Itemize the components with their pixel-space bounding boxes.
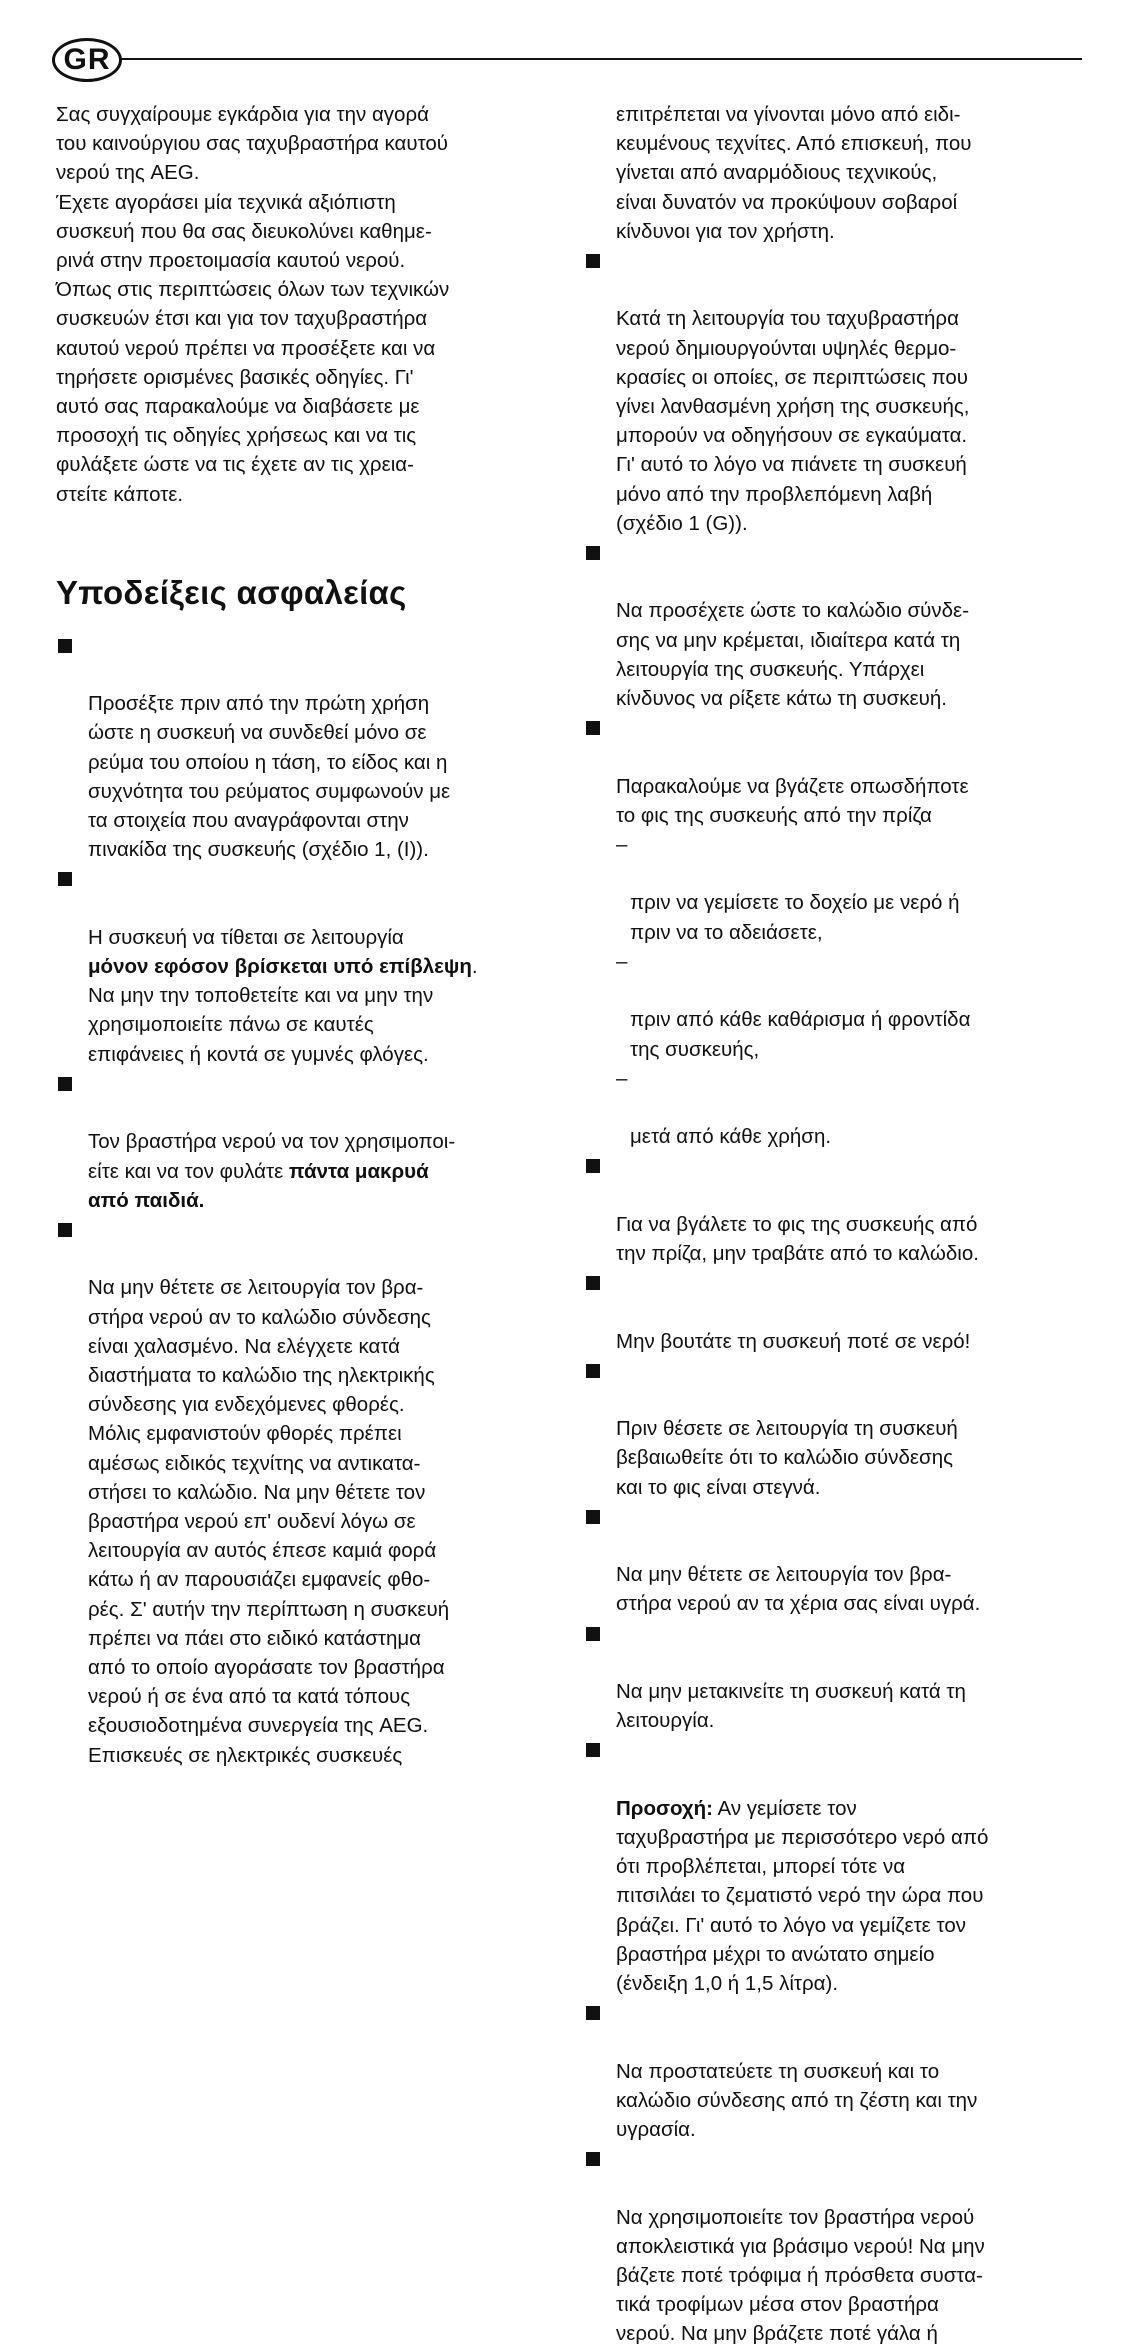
dash-icon: – (616, 833, 628, 857)
safety-item-text: Να χρησιμοποιείτε τον βραστήρα νερού αποκλειστικά για βράσιμο νερού! Να μην βάζετε ποτέ τρόφιμα ή πρόσθετα συστα- τικά τροφίμων μέσα στον βραστήρα νερού. Να μην βράζετε ποτέ γάλα ή (616, 2205, 985, 2346)
bullet-square-icon (586, 1627, 600, 1641)
country-badge: GR (52, 38, 122, 82)
dash-icon: – (616, 949, 628, 973)
sub-item (584, 1064, 1084, 1152)
safety-item (584, 1998, 1084, 2144)
left-column (56, 100, 546, 1770)
safety-item (584, 538, 1084, 713)
bullet-square-icon (586, 1364, 600, 1378)
safety-item-text: Αν γεμίσετε τον ταχυβραστήρα με περισσότερο νερό από ότι προβλέπεται, μπορεί τότε να πιτσιλάει το ζεματιστό νερό την ώρα που βράζει. Γι' αυτό το λόγο να γεμίζετε τον βραστήρα μέχρι το ανώτατο σημείο (ένδειξη 1,0 ή 1,5 λίτρα). (616, 1796, 989, 1995)
safety-item-text: Να προστατεύετε τη συσκευή και το καλώδιο σύνδεσης από τη ζέστη και την υγρασία. (616, 2059, 978, 2142)
safety-item-text: Τον βραστήρα νερού να τον χρησιμοποι- είτε και να τον φυλάτε (88, 1130, 456, 1183)
safety-item-text: Να μην θέτετε σε λειτουργία τον βρα- στήρα νερού αν το καλώδιο σύνδεσης είναι χαλασμένο. Να ελέγχετε κατά διαστήματα το καλώδιο της ηλεκτρικής σύνδεσης για ενδεχόμενες φθορές. Μόλις εμφανιστούν φθορές πρέπει αμέσως ειδικός τεχνίτης να αντικατα- στήσει το καλώδιο. Να μην θέτετε τον βραστήρα νερού επ' ουδενί λόγω σε λειτουργία αν αυτός έπεσε καμιά φορά κάτω ή αν παρουσιάζει εμφανείς φθο- ρές. Σ' αυτήν την περίπτωση η συσκευή πρέπει να πάει στο ειδικό κατάστημα από το οποίο αγοράσατε τον βραστήρα νερού ή σε ένα από τα κατά τόπους εξουσιοδοτημένα συνεργεία της AEG. Επισκευές σε ηλεκτρικές συσκευές (88, 1276, 450, 1767)
safety-item (584, 1619, 1084, 1736)
safety-item-text: Να προσέχετε ώστε το καλώδιο σύνδε- σης να μην κρέμεται, ιδιαίτερα κατά τη λειτουργία της συσκευής. Υπάρχει κίνδυνος να ρίξετε κάτω τη συσκευή. (616, 599, 970, 711)
safety-item-text: Παρακαλούμε να βγάζετε οπωσδήποτε το φις της συσκευής από την πρίζα (616, 774, 969, 827)
bullet-square-icon (586, 1743, 600, 1757)
section-heading: Υποδείξεις ασφαλείας (56, 573, 407, 611)
safety-item (56, 1215, 546, 1770)
safety-item (584, 1735, 1084, 1998)
safety-item (584, 1268, 1084, 1356)
bullet-square-icon (58, 1223, 72, 1237)
intro-paragraph: Σας συγχαίρουμε εγκάρδια για την αγορά του καινούργιου σας ταχυβραστήρα καυτού νερού της AEG. (56, 103, 449, 185)
safety-item (584, 1356, 1084, 1502)
header-rule (118, 58, 1082, 60)
bullet-square-icon (586, 2152, 600, 2166)
sub-item (584, 947, 1084, 1064)
bullet-square-icon (586, 2006, 600, 2020)
sub-item-text: πριν να γεμίσετε το δοχείο με νερό ή πριν να το αδειάσετε, (630, 891, 960, 944)
safety-item (584, 713, 1084, 830)
safety-item (584, 246, 1084, 538)
bullet-square-icon (58, 1077, 72, 1091)
safety-item (56, 1069, 546, 1215)
bullet-square-icon (586, 1276, 600, 1290)
continuation-text: επιτρέπεται να γίνονται μόνο από ειδι- κευμένους τεχνίτες. Από επισκευή, που γίνεται από αναρμόδιους τεχνικούς, είναι δυνατόν να προκύψουν σοβαροί κίνδυνοι για τον χρήστη. (616, 103, 972, 243)
sub-item-text: πριν από κάθε καθάρισμα ή φροντίδα της συσκευής, (630, 1008, 971, 1061)
safety-item-text: Κατά τη λειτουργία του ταχυβραστήρα νερού δημιουργούνται υψηλές θερμο- κρασίες οι οποίες, σε περιπτώσεις που γίνει λανθασμένη χρήση της συσκευής, μπορούν να οδηγήσουν σε εγκαύματα. Γι' αυτό το λόγο να πιάνετε τη συσκευή μόνο από την προβλεπόμενη λαβή (σχέδιο 1 (G)). (616, 307, 970, 535)
bullet-square-icon (586, 1159, 600, 1173)
bullet-square-icon (58, 639, 72, 653)
safety-item-emphasis: πάντα μακρυά από παιδιά. (88, 1159, 429, 1212)
dash-icon: – (616, 1066, 628, 1090)
bullet-square-icon (586, 546, 600, 560)
safety-item-emphasis: Προσοχή: (616, 1796, 713, 1820)
safety-item (584, 1151, 1084, 1268)
safety-item-text: Να μην θέτετε σε λειτουργία τον βρα- στήρα νερού αν τα χέρια σας είναι υγρά. (616, 1563, 981, 1616)
safety-item-text: Προσέξτε πριν από την πρώτη χρήση ώστε η συσκευή να συνδεθεί μόνο σε ρεύμα του οποίου η τάση, το είδος και η συχνότητα του ρεύματος συμφωνούν με τα στοιχεία που αναγράφονται στην πινακίδα της συσκευής (σχέδιο 1, (I)). (88, 692, 451, 862)
bullet-square-icon (58, 872, 72, 886)
bullet-square-icon (586, 254, 600, 268)
sub-item-text: μετά από κάθε χρήση. (630, 1125, 832, 1149)
safety-item (584, 2144, 1084, 2348)
safety-item-text: Να μην μετακινείτε τη συσκευή κατά τη λειτουργία. (616, 1679, 966, 1733)
bullet-square-icon (586, 1510, 600, 1524)
safety-item-text: Η συσκευή να τίθεται σε λειτουργία (88, 925, 404, 949)
safety-item (56, 864, 546, 1068)
safety-item-text: Μην βουτάτε τη συσκευή ποτέ σε νερό! (616, 1329, 971, 1353)
sub-item (584, 830, 1084, 947)
bullet-square-icon (586, 721, 600, 735)
safety-item-text: . Να μην την τοποθετείτε και να μην την χρησιμοποιείτε πάνω σε καυτές επιφάνειες ή κοντά σε γυμνές φλόγες. (88, 955, 478, 1066)
safety-item-emphasis: μόνον εφόσον βρίσκεται υπό επίβλεψη (88, 955, 472, 979)
intro-paragraph: Όπως στις περιπτώσεις όλων των τεχνικών συσκευών έτσι και για τον ταχυβραστήρα καυτού νερού πρέπει να προσέξετε και να τηρήσετε ορισμένες βασικές οδηγίες. Γι' αυτό σας παρακαλούμε να διαβάσετε με προσοχή τις οδηγίες χρήσεως και να τις φυλάξετε ώστε να τις έχετε αν τις χρεια- στείτε κάποτε. (56, 278, 450, 506)
intro-paragraph: Έχετε αγοράσει μία τεχνικά αξιόπιστη συσκευή που θα σας διευκολύνει καθημε- ρινά στην προετοιμασία καυτού νερού. (56, 190, 432, 273)
safety-item (56, 631, 546, 865)
safety-item-text: Για να βγάλετε το φις της συσκευής από την πρίζα, μην τραβάτε από το καλώδιο. (616, 1212, 979, 1265)
safety-item (584, 1502, 1084, 1619)
right-column (584, 100, 1084, 2349)
intro (56, 100, 546, 509)
safety-item-text: Πριν θέσετε σε λειτουργία τη συσκευή βεβαιωθείτε ότι το καλώδιο σύνδεσης και το φις είναι στεγνά. (616, 1417, 958, 1499)
